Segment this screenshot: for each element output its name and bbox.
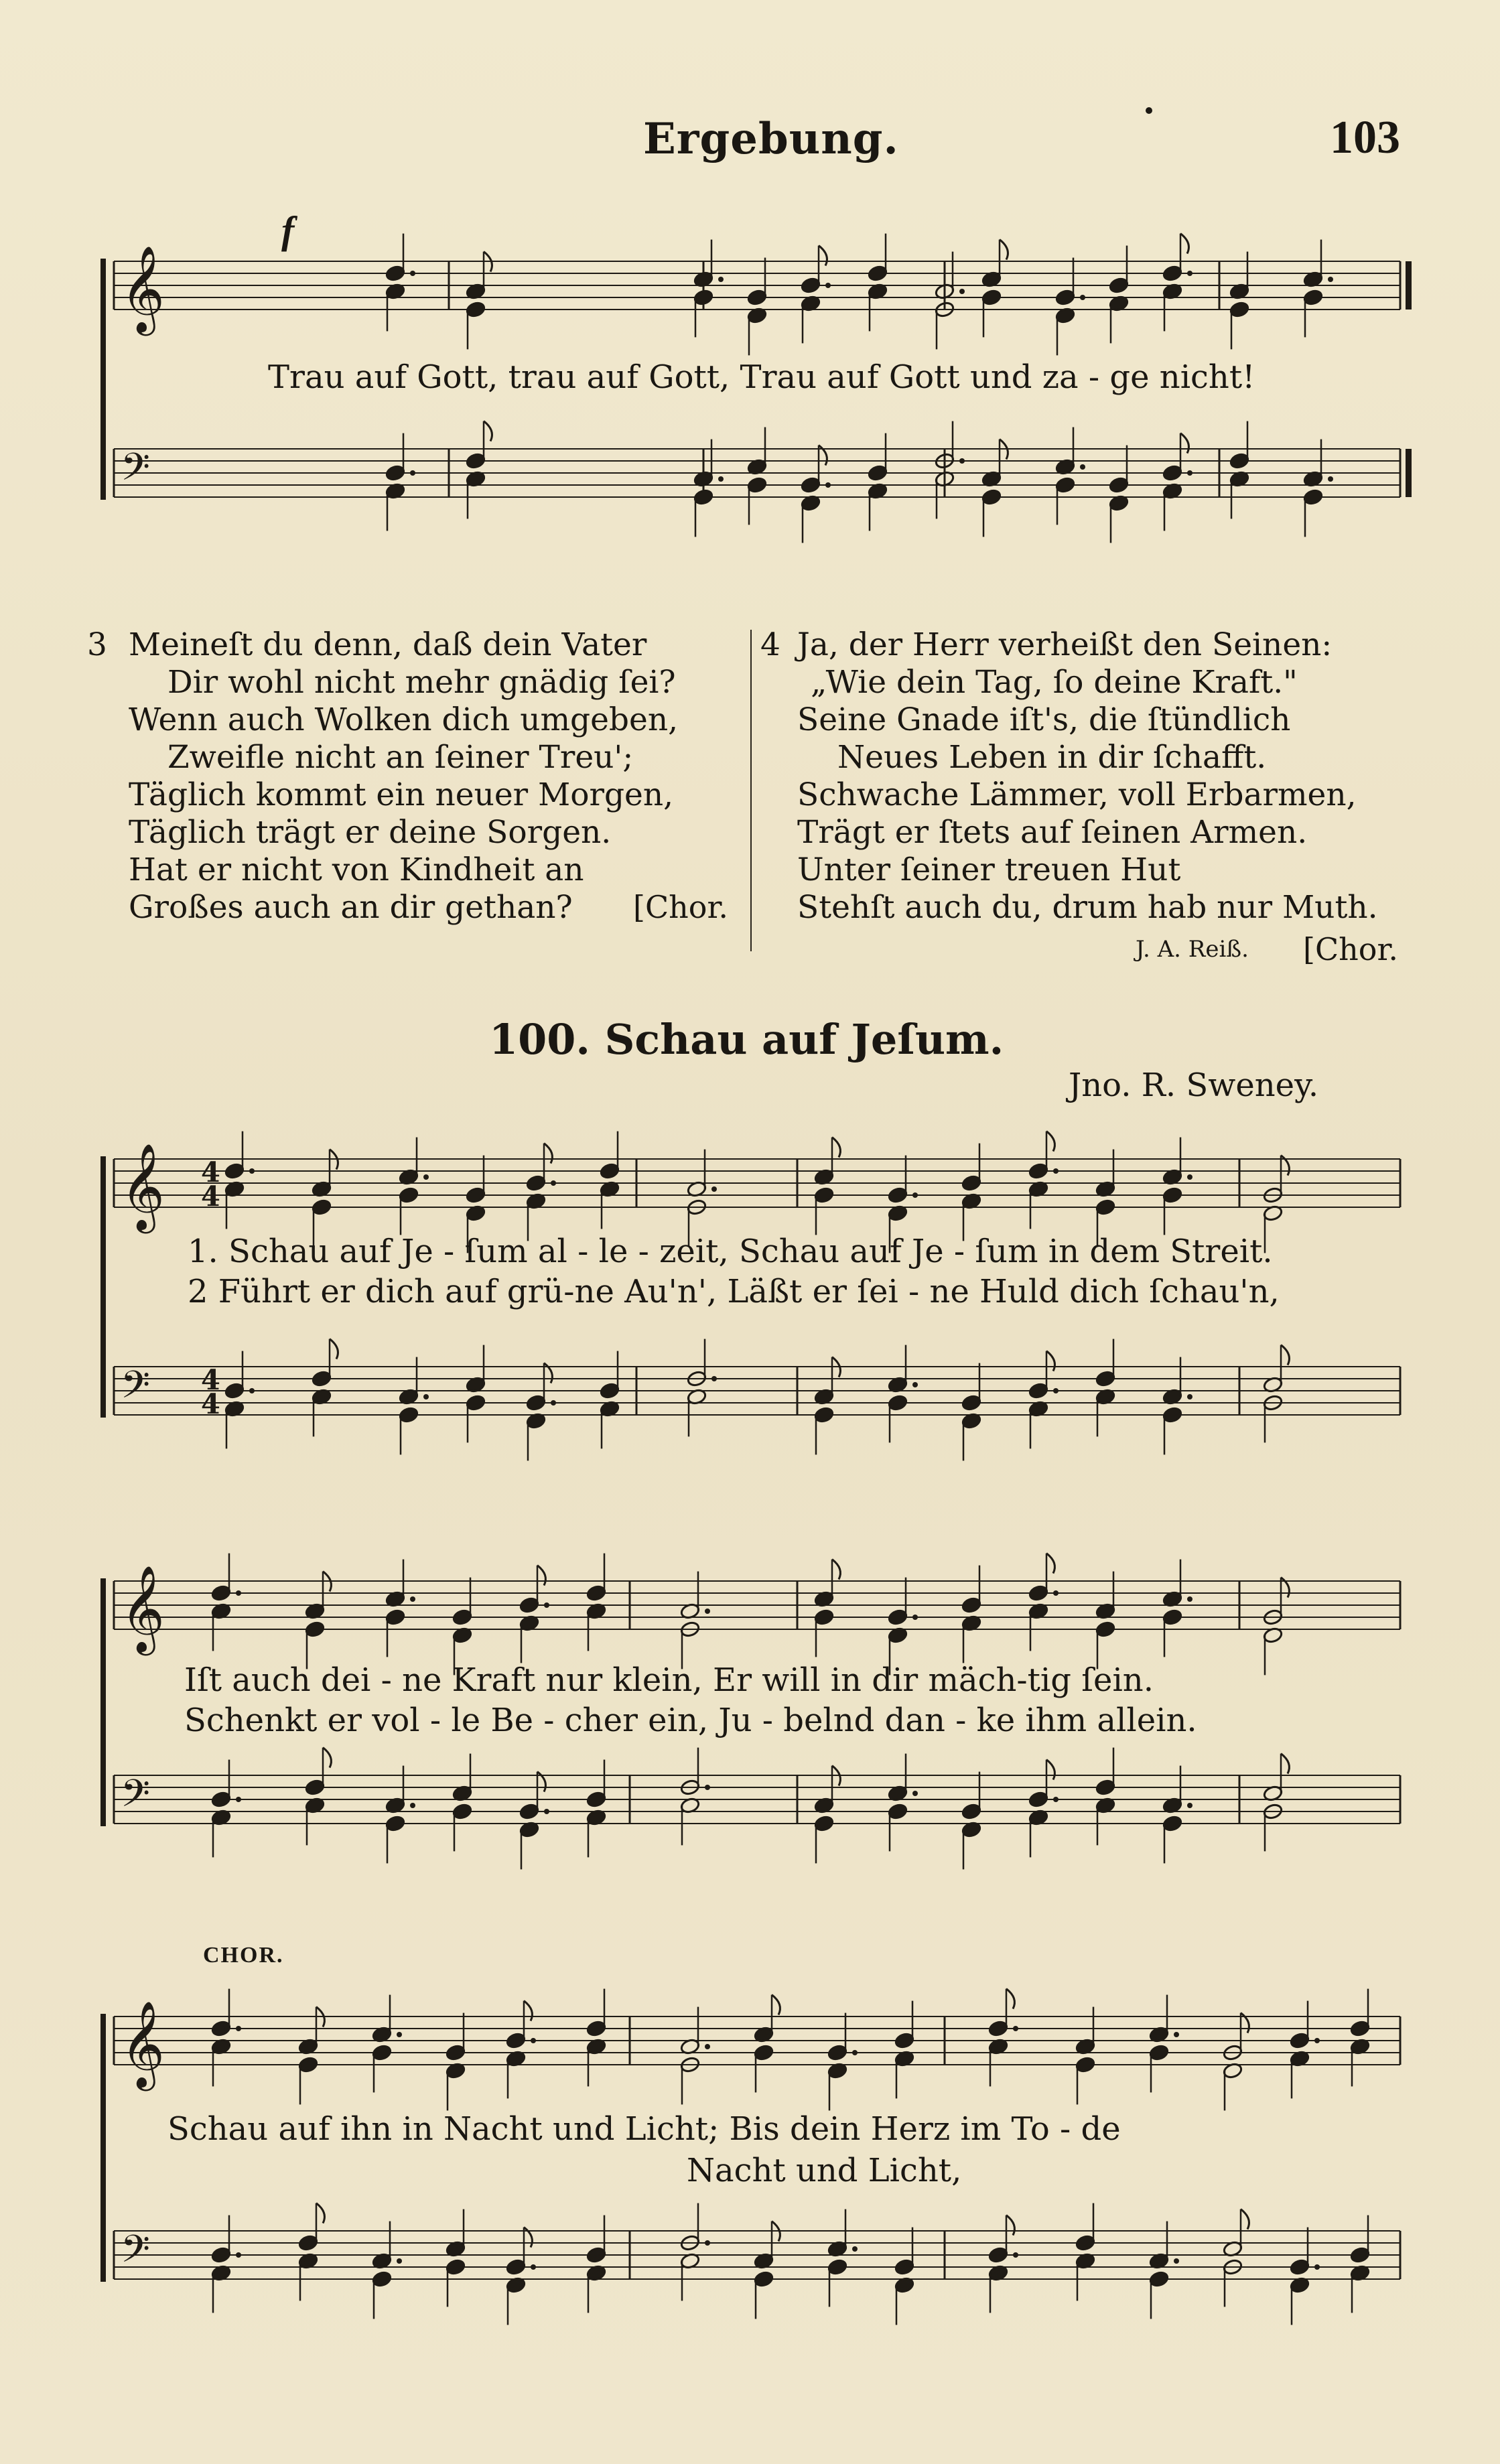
notehead	[1028, 1162, 1049, 1180]
hymn-system-1	[100, 1105, 1414, 1454]
note-flag	[524, 2001, 532, 2021]
augmentation-dot	[544, 1602, 549, 1608]
notehead	[1229, 452, 1250, 470]
augmentation-dot	[852, 2246, 858, 2252]
notehead	[519, 1803, 540, 1820]
note-flag	[819, 246, 827, 266]
augmentation-dot	[531, 2264, 536, 2270]
notehead	[693, 289, 714, 306]
notehead	[1095, 1370, 1116, 1387]
notehead	[1095, 1621, 1116, 1638]
notehead	[1055, 289, 1076, 306]
augmentation-dot	[236, 2026, 241, 2031]
augmentation-dot	[1053, 1590, 1059, 1596]
verse-4-chor-tag: [Chor.	[1303, 931, 1399, 967]
time-signature-top: 4	[201, 1363, 220, 1397]
running-title: Ergebung.	[643, 114, 899, 164]
verse-4-line-3: Seine Gnade iſt's, die ſtündlich	[797, 701, 1291, 738]
notehead	[693, 488, 714, 506]
system-1-lyric-2: 2 Führt er dich auf grü-ne Au'n', Läßt er ſei - ne Huld dich ſchau'n,	[188, 1273, 1280, 1310]
augmentation-dot	[1013, 2252, 1018, 2258]
treble-clef-icon: 𝄞	[121, 1565, 165, 1653]
notehead	[801, 277, 821, 294]
hymn-composer: Jno. R. Sweney.	[1069, 1067, 1319, 1104]
notehead	[312, 1199, 332, 1216]
augmentation-dot	[249, 1168, 255, 1174]
notehead	[1162, 1609, 1183, 1626]
notehead	[466, 1186, 486, 1204]
verse-3-line-1: Meineſt du denn, daß dein Vater	[129, 626, 647, 663]
notehead	[506, 2032, 527, 2049]
note-flag	[832, 1560, 840, 1580]
notehead	[981, 289, 1002, 306]
augmentation-dot	[1174, 2032, 1179, 2037]
notehead	[586, 2020, 607, 2037]
chorus-lyric-1: Schau auf ihn in Nacht und Licht; Bis dein Herz im To - de	[167, 2110, 1121, 2148]
notehead	[894, 2032, 915, 2049]
notehead	[298, 2234, 319, 2252]
refrain-lyric: Trau auf Gott, trau auf Gott, Trau auf Gott und za - ge nicht!	[268, 358, 1255, 396]
augmentation-dot	[397, 2032, 402, 2037]
notehead	[988, 2246, 1009, 2264]
notehead	[754, 2270, 774, 2288]
augmentation-dot	[705, 2044, 710, 2049]
note-flag	[537, 1566, 545, 1586]
note-flag	[1046, 1351, 1054, 1371]
augmentation-dot	[959, 289, 965, 294]
note-flag	[772, 1995, 780, 2015]
system-bracket	[100, 2014, 106, 2282]
system-1-lyric-1: 1. Schau auf Je - ſum al - le - zeit, Schau auf Je - ſum in dem Streit.	[188, 1233, 1273, 1270]
verse-4-number: 4	[760, 626, 780, 663]
notehead	[814, 1609, 835, 1626]
notehead	[888, 1609, 908, 1626]
treble-clef-icon: 𝄞	[121, 1143, 165, 1231]
chorus-heading: CHOR.	[203, 1943, 284, 1968]
notehead	[1149, 2270, 1170, 2288]
notehead	[981, 488, 1002, 506]
augmentation-dot	[423, 1394, 429, 1399]
bass-clef-icon: 𝄢	[121, 1363, 150, 1417]
augmentation-dot	[551, 1180, 556, 1186]
ink-dot	[1146, 107, 1152, 114]
verses-block	[87, 626, 1420, 975]
verse-4-line-2: „Wie dein Tag, ſo deine Kraft."	[811, 664, 1298, 701]
verse-4-line-7: Unter ſeiner treuen Hut	[797, 851, 1181, 888]
dynamic-forte: f	[281, 208, 295, 252]
system-bracket	[100, 1156, 106, 1418]
augmentation-dot	[410, 470, 415, 476]
note-flag	[1281, 1754, 1289, 1774]
notehead	[1303, 289, 1324, 306]
notehead	[1095, 1779, 1116, 1796]
augmentation-dot	[912, 1192, 918, 1198]
augmentation-dot	[1328, 476, 1333, 482]
verse-3-chor-tag: [Chor.	[633, 889, 729, 925]
chorus-system	[100, 1970, 1414, 2345]
notehead	[1290, 2032, 1310, 2049]
augmentation-dot	[1187, 1803, 1192, 1808]
verse-4-line-1: Ja, der Herr verheißt den Seinen:	[797, 626, 1333, 663]
augmentation-dot	[531, 2038, 536, 2043]
notehead	[1229, 301, 1250, 318]
system-2-lyric-2: Schenkt er vol - le Be - cher ein, Ju - belnd dan - ke ihm allein.	[184, 1702, 1197, 1739]
note-flag	[1006, 1989, 1014, 2009]
notehead	[754, 2044, 774, 2061]
notehead	[1290, 2258, 1310, 2276]
notehead	[1350, 2020, 1371, 2037]
augmentation-dot	[1174, 2258, 1179, 2264]
augmentation-dot	[410, 271, 415, 276]
notehead	[1028, 1791, 1049, 1808]
augmentation-dot	[236, 2252, 241, 2258]
notehead	[298, 2056, 319, 2073]
notehead	[868, 464, 888, 482]
augmentation-dot	[705, 1785, 710, 1790]
notehead	[224, 1162, 245, 1180]
final-barline	[1406, 261, 1412, 310]
augmentation-dot	[1187, 470, 1192, 476]
page-number: 103	[1330, 112, 1400, 163]
notehead	[888, 1394, 908, 1412]
augmentation-dot	[1080, 295, 1085, 300]
notehead	[211, 1584, 232, 1602]
verse-4-line-4: Neues Leben in dir ſchafft.	[837, 739, 1267, 776]
notehead	[466, 301, 486, 318]
notehead	[961, 1596, 982, 1614]
notehead	[961, 1174, 982, 1192]
note-flag	[1180, 234, 1188, 254]
notehead	[385, 1815, 406, 1832]
note-flag	[1281, 1345, 1289, 1365]
verse-4-author: J. A. Reiß.	[1136, 936, 1249, 963]
augmentation-dot	[410, 1596, 415, 1602]
notehead	[372, 2044, 393, 2061]
note-flag	[1046, 1760, 1054, 1780]
notehead	[526, 1174, 547, 1192]
notehead	[372, 2270, 393, 2288]
note-flag	[316, 2203, 324, 2223]
notehead	[1162, 265, 1183, 282]
notehead	[211, 2020, 232, 2037]
notehead	[385, 265, 406, 282]
notehead	[446, 2044, 466, 2061]
note-flag	[330, 1339, 338, 1359]
verse-4	[760, 626, 1420, 927]
notehead	[1095, 1199, 1116, 1216]
augmentation-dot	[1328, 277, 1333, 282]
notehead	[888, 1186, 908, 1204]
augmentation-dot	[249, 1388, 255, 1393]
notehead	[305, 1621, 326, 1638]
augmentation-dot	[544, 1809, 549, 1814]
time-signature-top: 4	[201, 1156, 220, 1189]
notehead	[1109, 277, 1130, 294]
notehead	[747, 289, 768, 306]
notehead	[1162, 1186, 1183, 1204]
notehead	[747, 476, 768, 494]
notehead	[868, 265, 888, 282]
note-flag	[1006, 2215, 1014, 2236]
system-bracket	[100, 259, 106, 500]
hymn-system-2	[100, 1527, 1414, 1876]
augmentation-dot	[236, 1590, 241, 1596]
verse-3-line-8: Großes auch an dir gethan?	[129, 889, 573, 926]
notehead	[894, 2258, 915, 2276]
augmentation-dot	[1187, 1596, 1192, 1602]
note-flag	[832, 1138, 840, 1158]
augmentation-dot	[551, 1400, 556, 1406]
notehead	[211, 2246, 232, 2264]
augmentation-dot	[1080, 464, 1085, 470]
augmentation-dot	[236, 1797, 241, 1802]
notehead	[1028, 1584, 1049, 1602]
verse-3-line-6: Täglich trägt er deine Sorgen.	[129, 814, 612, 851]
verse-3-line-5: Täglich kommt ein neuer Morgen,	[129, 776, 674, 813]
notehead	[801, 476, 821, 494]
augmentation-dot	[397, 2258, 402, 2264]
verse-3-line-2: Dir wohl nicht mehr gnädig ſei?	[167, 664, 676, 701]
augmentation-dot	[423, 1174, 429, 1180]
verse-3	[87, 626, 744, 927]
notehead	[1075, 2234, 1096, 2252]
notehead	[312, 1370, 332, 1387]
note-flag	[1000, 240, 1008, 260]
notehead	[399, 1186, 419, 1204]
notehead	[1162, 1815, 1183, 1832]
augmentation-dot	[959, 458, 965, 464]
notehead	[211, 1791, 232, 1808]
bass-clef-icon: 𝄢	[121, 446, 150, 499]
notehead	[600, 1382, 620, 1399]
notehead	[827, 2258, 848, 2276]
notehead	[586, 1584, 607, 1602]
notehead	[452, 1609, 473, 1626]
notehead	[1303, 488, 1324, 506]
notehead	[519, 1596, 540, 1614]
note-flag	[1241, 2209, 1249, 2230]
notehead	[385, 1609, 406, 1626]
augmentation-dot	[825, 283, 831, 288]
notehead	[1350, 2246, 1371, 2264]
notehead	[988, 2020, 1009, 2037]
notehead	[814, 1815, 835, 1832]
verse-3-line-7: Hat er nicht von Kindheit an	[129, 851, 584, 888]
notehead	[446, 2258, 466, 2276]
hymn-title: 100. Schau auf Jeſum.	[489, 1015, 1004, 1064]
augmentation-dot	[1187, 1394, 1192, 1399]
verse-4-line-8: Stehſt auch du, drum hab nur Muth.	[797, 889, 1378, 926]
notehead	[506, 2258, 527, 2276]
notehead	[1075, 2056, 1096, 2073]
notehead	[1162, 464, 1183, 482]
augmentation-dot	[912, 1791, 918, 1796]
notehead	[888, 1803, 908, 1820]
notehead	[586, 2246, 607, 2264]
bass-clef-icon: 𝄢	[121, 1772, 150, 1826]
verse-3-line-3: Wenn auch Wolken dich umgeben,	[129, 701, 679, 738]
notehead	[452, 1803, 473, 1820]
augmentation-dot	[711, 1186, 717, 1192]
system-2-lyric-1: Iſt auch dei - ne Kraft nur klein, Er will in dir mäch-tig ſein.	[184, 1661, 1154, 1699]
notehead	[1055, 476, 1076, 494]
verse-divider	[750, 630, 752, 951]
augmentation-dot	[1053, 1388, 1059, 1393]
augmentation-dot	[1187, 271, 1192, 276]
augmentation-dot	[711, 1376, 717, 1381]
augmentation-dot	[825, 482, 831, 488]
notehead	[466, 452, 486, 470]
note-flag	[544, 1144, 552, 1164]
refrain-system	[100, 201, 1414, 576]
notehead	[1109, 476, 1130, 494]
augmentation-dot	[410, 1803, 415, 1808]
augmentation-dot	[1053, 1797, 1059, 1802]
time-signature-bottom: 4	[201, 1180, 220, 1213]
notehead	[814, 1406, 835, 1424]
system-bracket	[100, 1578, 106, 1826]
note-flag	[323, 1748, 331, 1768]
notehead	[305, 1779, 326, 1796]
augmentation-dot	[912, 1615, 918, 1620]
augmentation-dot	[718, 476, 724, 482]
augmentation-dot	[1053, 1168, 1059, 1174]
note-flag	[1180, 433, 1188, 454]
augmentation-dot	[1314, 2264, 1320, 2270]
notehead	[385, 464, 406, 482]
notehead	[466, 1394, 486, 1412]
notehead	[961, 1394, 982, 1412]
augmentation-dot	[912, 1382, 918, 1387]
notehead	[1028, 1382, 1049, 1399]
note-flag	[1046, 1132, 1054, 1152]
time-signature-bottom: 4	[201, 1387, 220, 1421]
augmentation-dot	[705, 1609, 710, 1614]
notehead	[1149, 2044, 1170, 2061]
chorus-lyric-2: Nacht und Licht,	[687, 2152, 962, 2189]
final-barline	[1406, 449, 1412, 497]
bass-clef-icon: 𝄢	[121, 2228, 150, 2281]
verse-3-number: 3	[87, 626, 107, 663]
notehead	[961, 1803, 982, 1820]
verse-3-line-4: Zweifle nicht an ſeiner Treu';	[167, 739, 634, 776]
notehead	[814, 1186, 835, 1204]
notehead	[586, 1791, 607, 1808]
treble-clef-icon: 𝄞	[121, 2000, 165, 2088]
treble-clef-icon: 𝄞	[121, 245, 165, 333]
note-flag	[1046, 1554, 1054, 1574]
notehead	[224, 1382, 245, 1399]
notehead	[526, 1394, 547, 1412]
note-flag	[484, 421, 492, 441]
augmentation-dot	[705, 2240, 710, 2246]
notehead	[827, 2044, 848, 2061]
augmentation-dot	[1013, 2026, 1018, 2031]
notehead	[600, 1162, 620, 1180]
augmentation-dot	[718, 277, 724, 282]
notehead	[1162, 1406, 1183, 1424]
verse-4-line-5: Schwache Lämmer, voll Erbarmen,	[797, 776, 1357, 813]
augmentation-dot	[852, 2050, 858, 2055]
verse-4-line-6: Trägt er ſtets auf ſeinen Armen.	[797, 814, 1308, 851]
augmentation-dot	[1187, 1174, 1192, 1180]
notehead	[399, 1406, 419, 1424]
augmentation-dot	[1314, 2038, 1320, 2043]
